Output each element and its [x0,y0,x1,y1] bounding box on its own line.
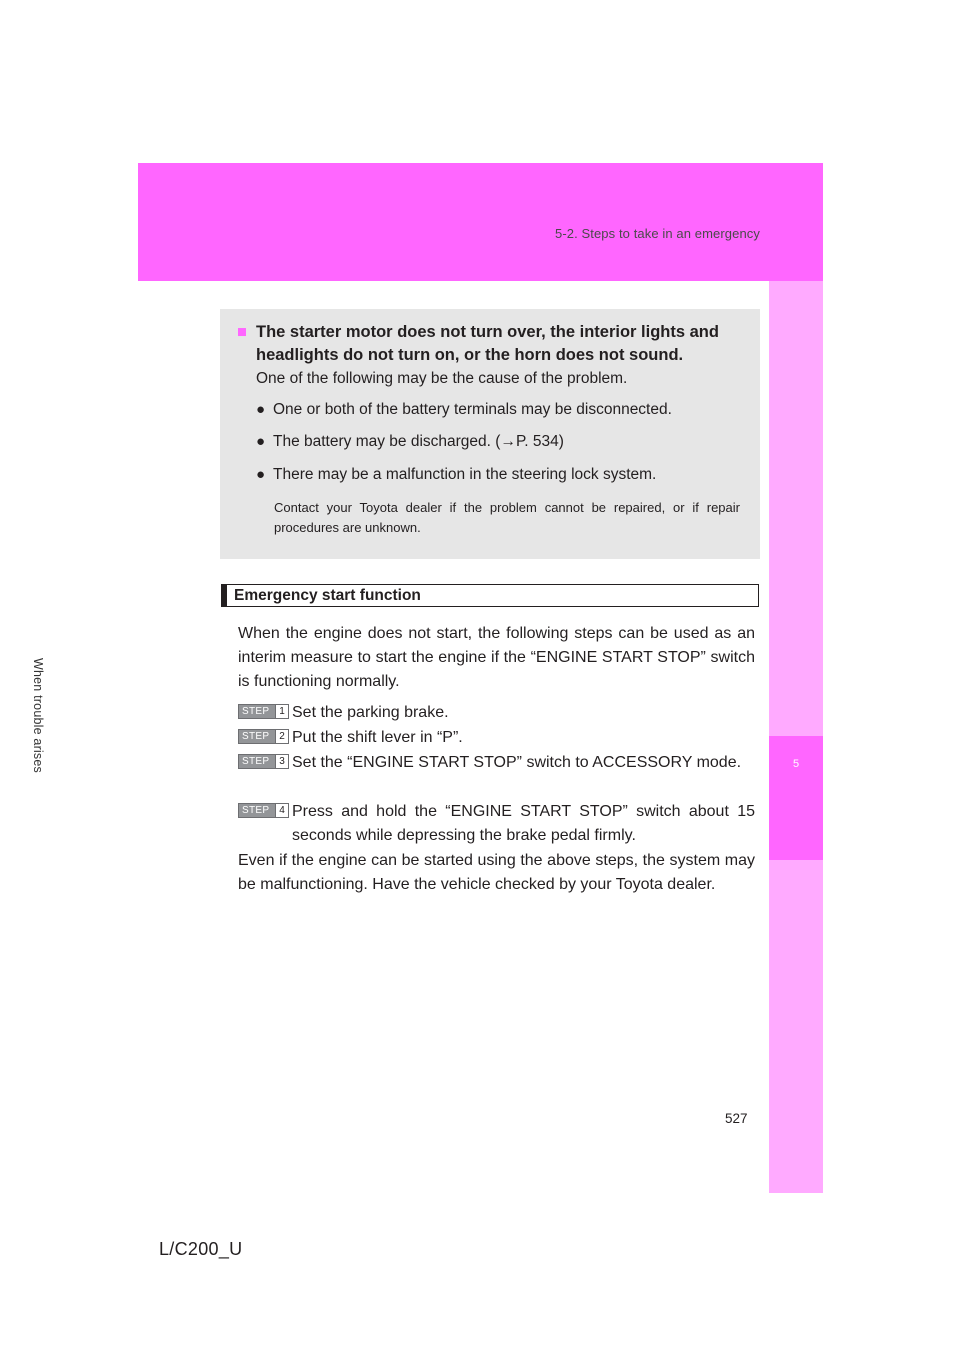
note-heading-text: The starter motor does not turn over, the interior lights and headlights do not turn on, or the horn does not sound. [256,323,719,364]
step-badge [238,754,289,769]
step-badge [238,729,289,744]
step-badge-number: 1 [275,705,288,718]
step-badge [238,704,289,719]
list-item [256,433,564,451]
bullet-icon: ● [256,433,266,450]
section-closing: Even if the engine can be started using the above steps, the system may be malfunctioning. Have the vehicle checked by your Toyota dealer. [238,852,755,893]
step-badge-number: 2 [275,730,288,743]
step-text: Press and hold the “ENGINE START STOP” switch about 15 seconds while depressing the brake pedal firmly. [292,803,755,844]
list-item [256,401,672,419]
list-item [256,466,656,484]
note-box [220,309,760,559]
step-text: Put the shift lever in “P”. [292,729,463,746]
square-marker-icon: ■ [237,323,247,341]
bullet-text: One or both of the battery terminals may be disconnected. [273,401,672,418]
section-label: 5-2. Steps to take in an emergency [554,226,760,241]
step-badge-label: STEP [242,756,270,767]
page-number: 527 [725,1111,748,1126]
chapter-title: When trouble arises [31,658,45,773]
bullet-icon: ● [256,401,266,418]
step-badge-label: STEP [242,805,270,816]
bullet-text: The battery may be discharged. (→P. 534) [273,433,564,450]
note-intro: One of the following may be the cause of the problem. [256,370,628,387]
header-band [138,163,823,281]
chapter-block [769,736,823,860]
section-heading [221,584,759,607]
model-code: L/C200_U [159,1239,243,1259]
section-heading-text: Emergency start function [234,587,421,604]
step-badge-label: STEP [242,731,270,742]
step-badge-number: 4 [275,804,288,817]
chapter-number: 5 [792,758,800,770]
step-badge-label: STEP [242,706,270,717]
chapter-side-tab [769,281,823,1193]
note-heading [237,321,742,367]
step-badge [238,803,289,818]
bullet-icon: ● [256,466,266,483]
bullet-text: There may be a malfunction in the steering lock system. [273,466,657,483]
step-badge-number: 3 [275,755,288,768]
step-text: Set the “ENGINE START STOP” switch to ACCESSORY mode. [292,754,742,771]
step-text: Set the parking brake. [292,704,449,721]
note-small-print: Contact your Toyota dealer if the problem cannot be repaired, or if repair procedures are unknown. [274,500,740,535]
section-intro: When the engine does not start, the following steps can be used as an interim measure to start the engine if the “ENGINE START STOP” switch is functioning normally. [238,625,755,690]
